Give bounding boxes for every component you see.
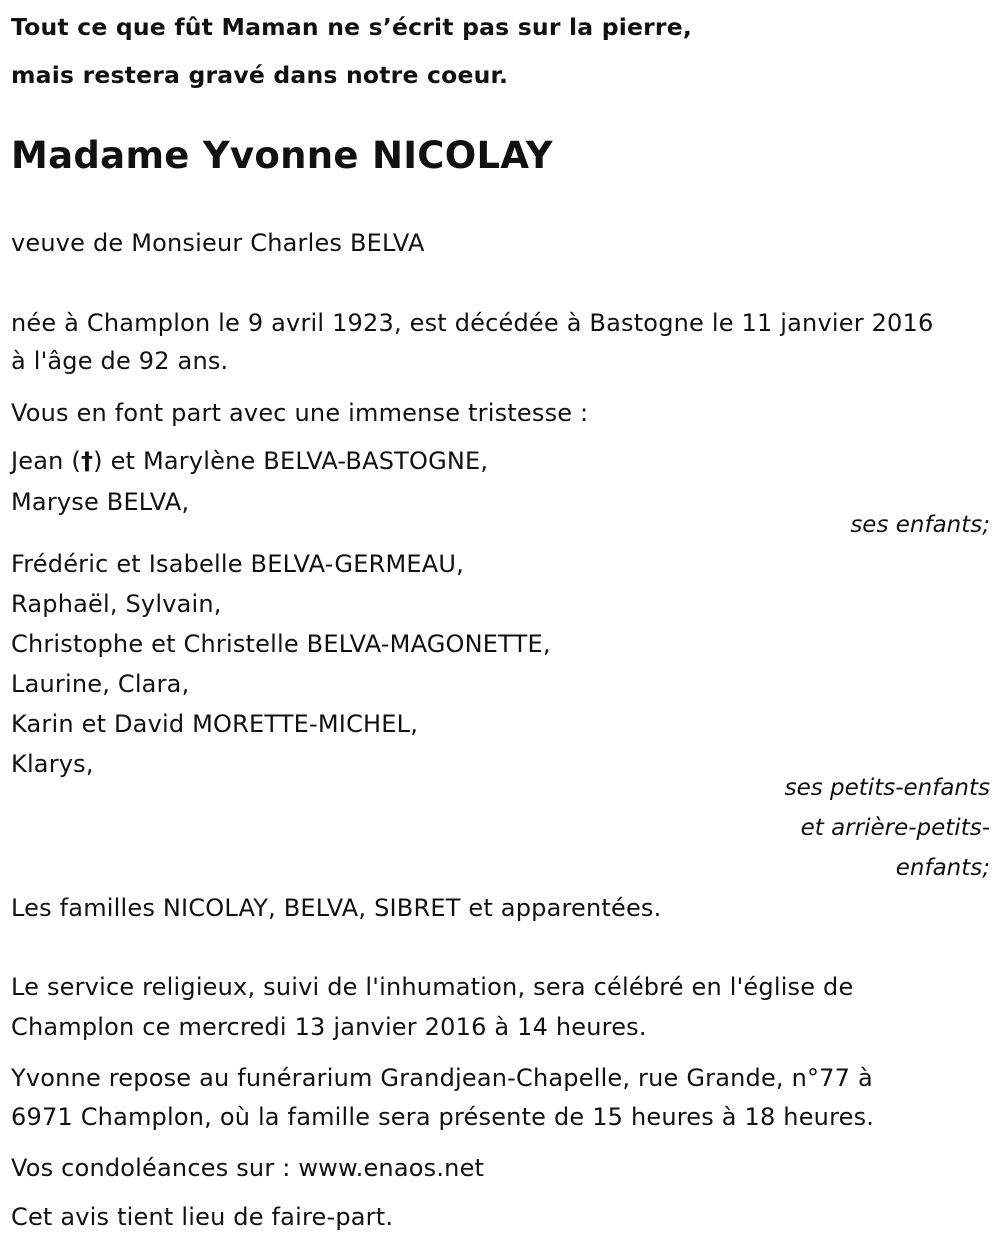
funerarium-line-2: 6971 Champlon, où la famille sera présente de 15 heures à 18 heures. <box>11 1103 875 1131</box>
children-line-1-before: Jean ( <box>11 447 81 475</box>
grandchildren-line: Frédéric et Isabelle BELVA-GERMEAU, <box>11 550 464 578</box>
grandchildren-label-line-3: enfants; <box>895 855 990 881</box>
widow-of-line: veuve de Monsieur Charles BELVA <box>11 229 425 257</box>
birth-death-line-2: à l'âge de 92 ans. <box>11 347 229 375</box>
grandchildren-line: Laurine, Clara, <box>11 670 190 698</box>
children-line-2: Maryse BELVA, <box>11 488 190 516</box>
funerarium-line-1: Yvonne repose au funérarium Grandjean-Chapelle, rue Grande, n°77 à <box>11 1064 873 1092</box>
closing-line: Cet avis tient lieu de faire-part. <box>11 1203 394 1231</box>
announcement-line: Vous en font part avec une immense tristesse : <box>11 399 589 427</box>
children-line-1-after: ) et Marylène BELVA-BASTOGNE, <box>93 447 489 475</box>
deceased-name: Madame Yvonne NICOLAY <box>11 134 553 177</box>
grandchildren-line: Klarys, <box>11 750 94 778</box>
children-label: ses enfants; <box>850 512 990 538</box>
epigraph-line-2: mais restera gravé dans notre coeur. <box>11 61 509 89</box>
families-line: Les familles NICOLAY, BELVA, SIBRET et apparentées. <box>11 894 662 922</box>
condolences-line: Vos condoléances sur : www.enaos.net <box>11 1154 485 1182</box>
grandchildren-label-line-1: ses petits-enfants <box>784 775 990 801</box>
birth-death-line-1: née à Champlon le 9 avril 1923, est décédée à Bastogne le 11 janvier 2016 <box>11 309 934 337</box>
cross-icon: † <box>80 447 94 475</box>
service-line-2: Champlon ce mercredi 13 janvier 2016 à 14 heures. <box>11 1013 647 1041</box>
grandchildren-line: Christophe et Christelle BELVA-MAGONETTE, <box>11 630 551 658</box>
grandchildren-label-line-2: et arrière-petits- <box>800 815 990 841</box>
children-line-1 <box>11 446 488 476</box>
grandchildren-line: Raphaël, Sylvain, <box>11 590 222 618</box>
epigraph-line-1: Tout ce que fût Maman ne s’écrit pas sur la pierre, <box>11 13 692 41</box>
service-line-1: Le service religieux, suivi de l'inhumation, sera célébré en l'église de <box>11 973 854 1001</box>
grandchildren-line: Karin et David MORETTE-MICHEL, <box>11 710 419 738</box>
